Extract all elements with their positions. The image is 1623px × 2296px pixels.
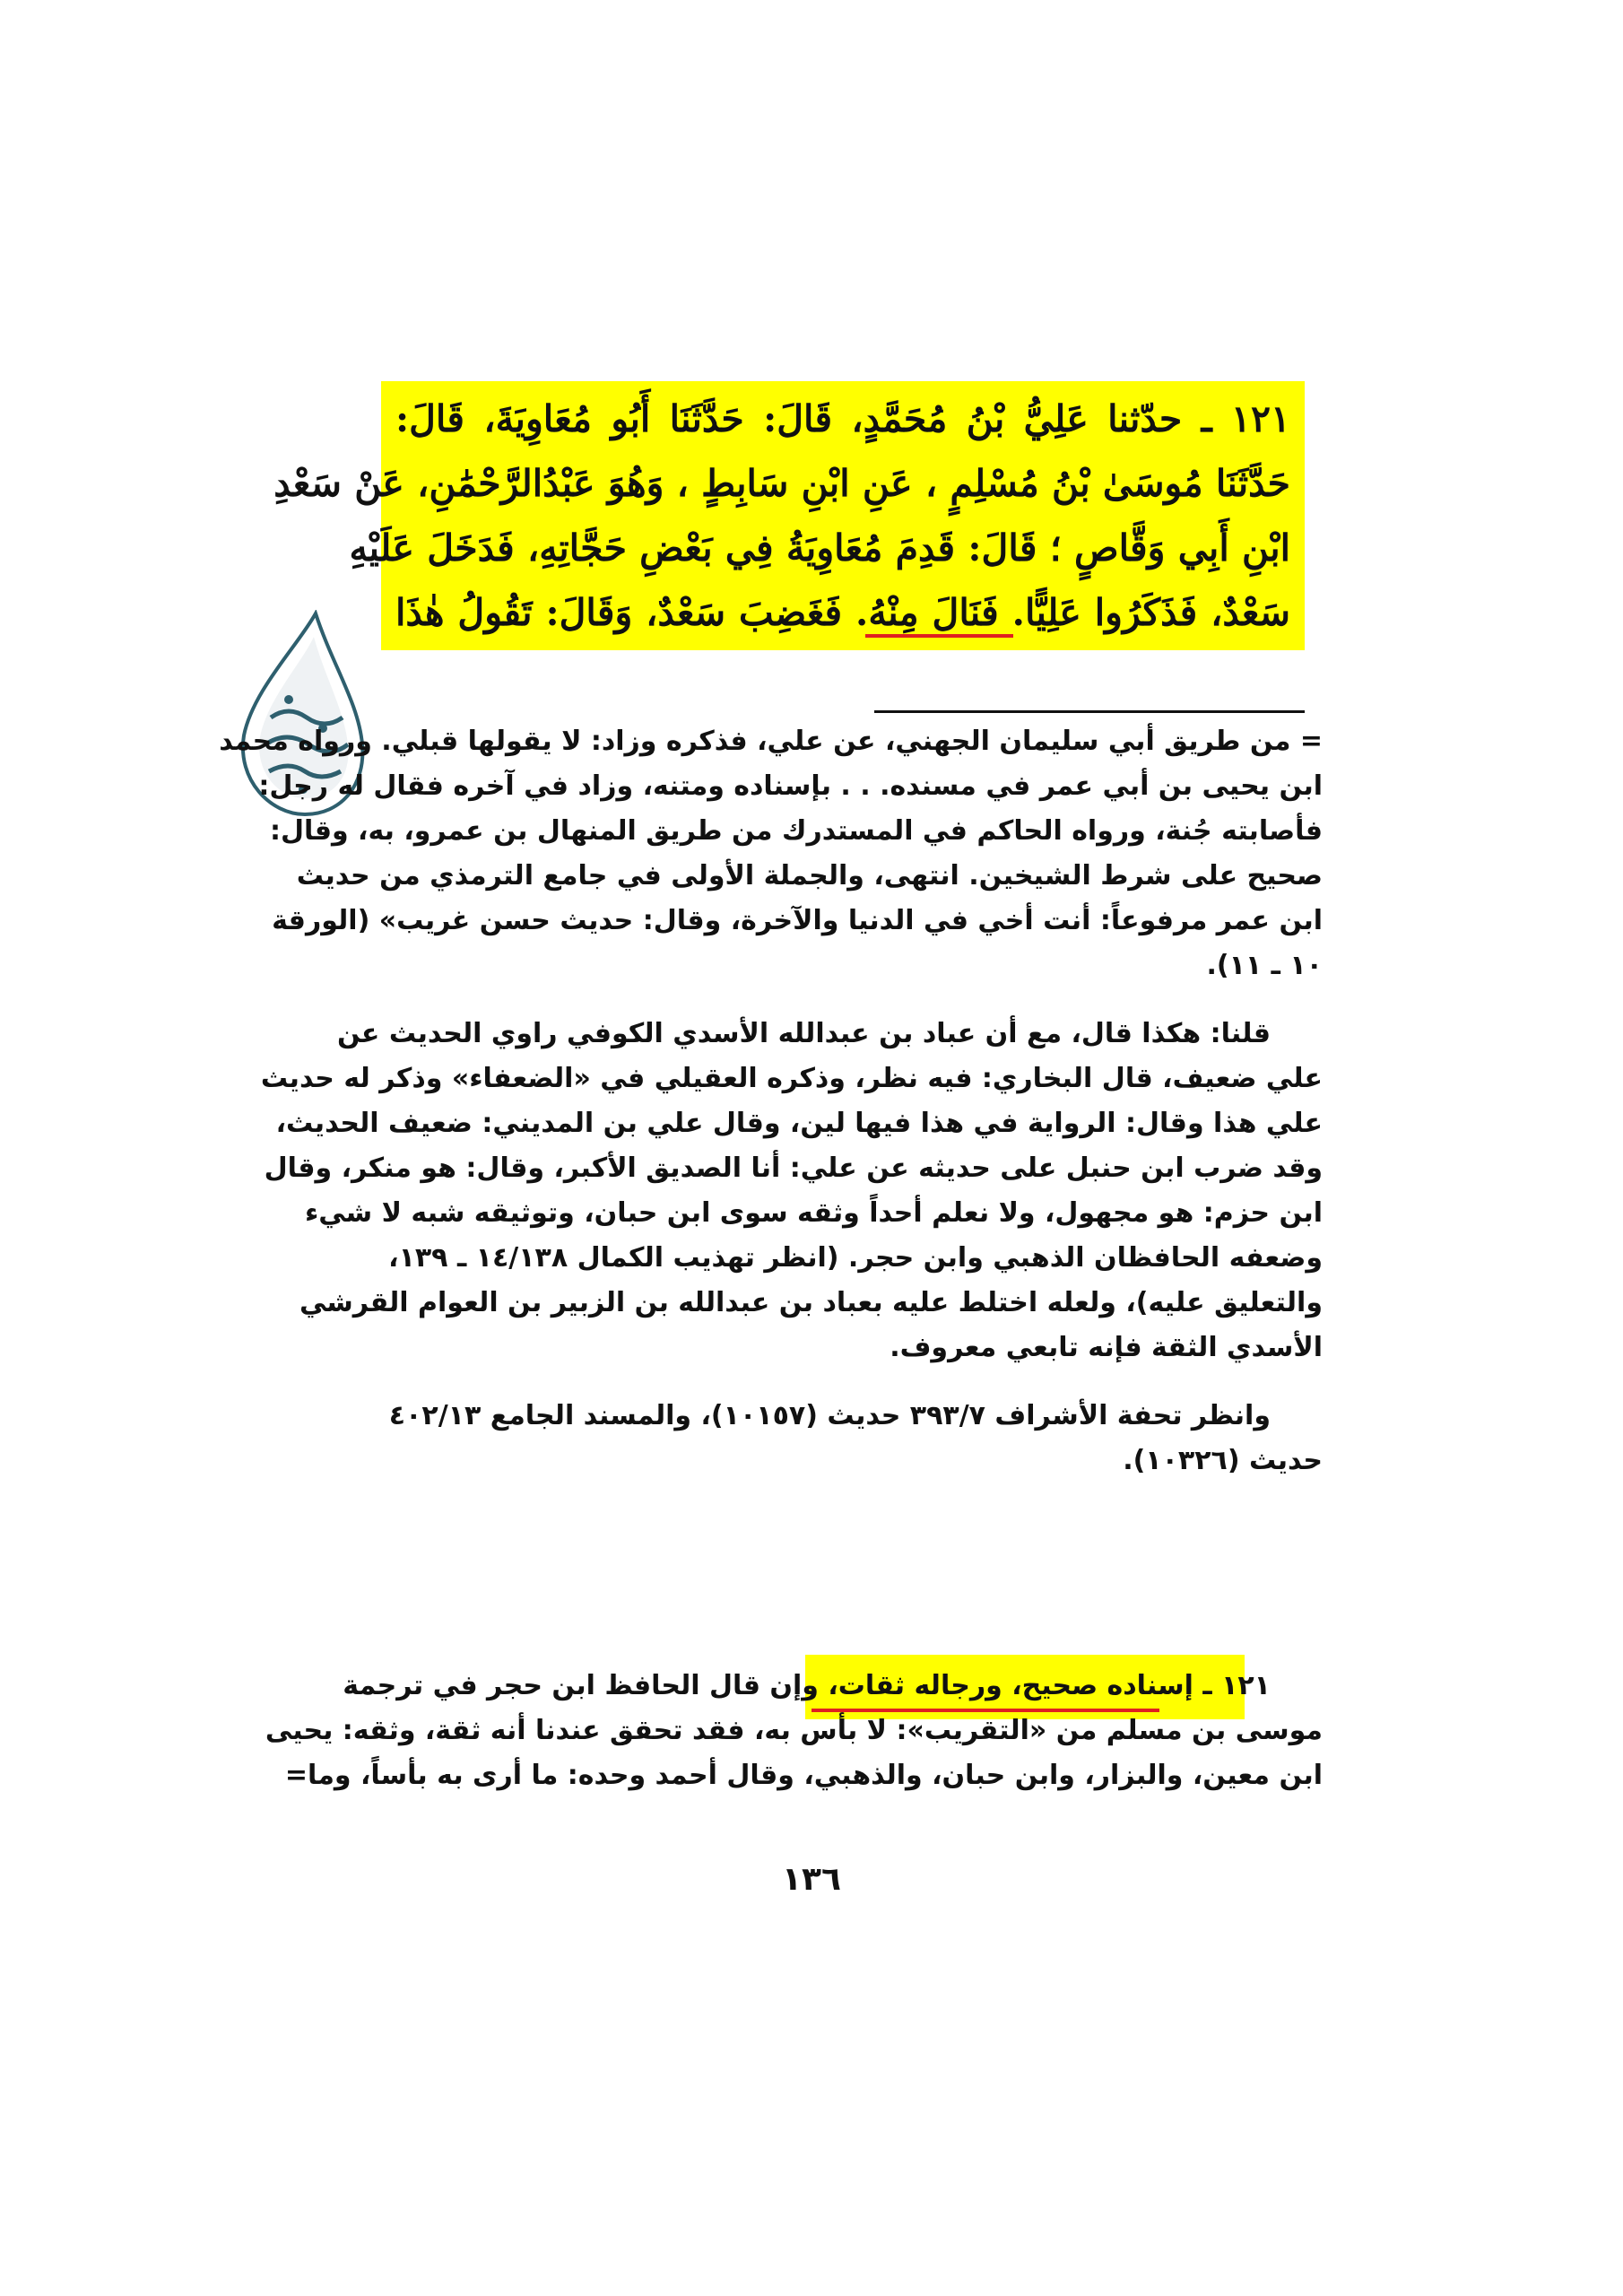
footnote-121 (265, 1664, 1323, 1798)
hadith-text-block (273, 381, 1305, 650)
hadith-line-4: سَعْدٌ، فَذَكَرُوا عَلِيًّا. فَنَالَ مِنْهُ. فَغَضِبَ سَعْدٌ، وَقَالَ: تَقُولُ هٰذَا (395, 591, 1290, 634)
footnote-paragraph-1 (219, 719, 1323, 988)
red-underline-marker-2 (812, 1709, 1159, 1712)
hadith-line-3: ابْنِ أَبِي وَقَّاصٍ ؛ قَالَ: قَدِمَ مُعَاوِيَةُ فِي بَعْضِ حَجَّاتِهِ، فَدَخَلَ عَلَيْهِ (349, 526, 1290, 570)
footnote-line: حديث (١٠٣٢٦). (1123, 1445, 1323, 1476)
red-underline-marker (865, 634, 1013, 638)
footnote-line: ابن يحيى بن أبي عمر في مسنده. . . بإسناده ومتنه، وزاد في آخره فقال له رجل: (258, 770, 1323, 802)
footnote-paragraph-4 (265, 1664, 1323, 1798)
footnote-line: ١٢١ ـ إسناده صحيح، ورجاله ثقات، وإن قال الحافظ ابن حجر في ترجمة (343, 1670, 1271, 1701)
footnote-line: وضعفه الحافظان الذهبي وابن حجر. (انظر تهذيب الكمال ١٤/١٣٨ ـ ١٣٩، (388, 1242, 1323, 1274)
footnote-line: موسى بن مسلم من «التقريب»: لا بأس به، فقد تحقق عندنا أنه ثقة، وثقه: يحيى (265, 1715, 1323, 1746)
footnote-line: والتعليق عليه)، ولعله اختلط عليه بعباد بن عبدالله بن الزبير بن العوام القرشي (299, 1287, 1323, 1318)
footnote-line: علي هذا وقال: الرواية في هذا فيها لين، وقال علي بن المديني: ضعيف الحديث، (275, 1108, 1323, 1139)
footnote-line: ابن حزم: هو مجهول، ولا نعلم أحداً وثقه سوى ابن حبان، وتوثيقه شبه لا شيء (304, 1197, 1323, 1229)
footnote-line: علي ضعيف، قال البخاري: فيه نظر، وذكره العقيلي في «الضعفاء» وذكر له حديث (260, 1063, 1323, 1094)
footnote-paragraph-3 (388, 1394, 1323, 1483)
footnote-line: وقد ضرب ابن حنبل على حديثه عن علي: أنا الصديق الأكبر، وقال: هو منكر، وقال (264, 1152, 1323, 1184)
footnote-line: ابن عمر مرفوعاً: أنت أخي في الدنيا والآخرة، وقال: حديث حسن غريب» (الورقة (272, 905, 1323, 936)
hadith-line-1: ١٢١ ـ حدّثنا عَلِيُّ بْنُ مُحَمَّدٍ، قَالَ: حَدَّثَنَا أَبُو مُعَاوِيَةَ، قَالَ: (395, 397, 1290, 440)
page-number: ١٣٦ (782, 1861, 841, 1898)
footnote-line: ابن معين، والبزار، وابن حبان، والذهبي، وقال أحمد وحده: ما أرى به بأساً، وما= (284, 1760, 1323, 1791)
footnote-line: الأسدي الثقة فإنه تابعي معروف. (890, 1332, 1323, 1363)
hadith-line-2: حَدَّثَنَا مُوسَىٰ بْنُ مُسْلِمٍ ، عَنِ ابْنِ سَابِطٍ ، وَهُوَ عَبْدُالرَّحْمَٰنِ، عَنْ سَعْدِ (273, 462, 1290, 505)
footnote-paragraph-2 (260, 1012, 1323, 1370)
footnote-line: = من طريق أبي سليمان الجهني، عن علي، فذكره وزاد: لا يقولها قبلي. ورواه محمد (219, 726, 1323, 757)
footnote-separator (874, 710, 1305, 713)
footnote-line: قلنا: هكذا قال، مع أن عباد بن عبدالله الأسدي الكوفي راوي الحديث عن (336, 1018, 1271, 1049)
footnote-line: وانظر تحفة الأشراف ٣٩٣/٧ حديث (١٠١٥٧)، والمسند الجامع ٤٠٢/١٣ (388, 1400, 1271, 1431)
footnote-line: صحيح على شرط الشيخين. انتهى، والجملة الأولى في جامع الترمذي من حديث (296, 860, 1323, 891)
footnotes (219, 719, 1323, 1483)
footnote-line: فأصابته جُنة، ورواه الحاكم في المستدرك من طريق المنهال بن عمرو، به، وقال: (270, 815, 1323, 847)
footnote-line: ١٠ ـ ١١). (1206, 950, 1323, 981)
